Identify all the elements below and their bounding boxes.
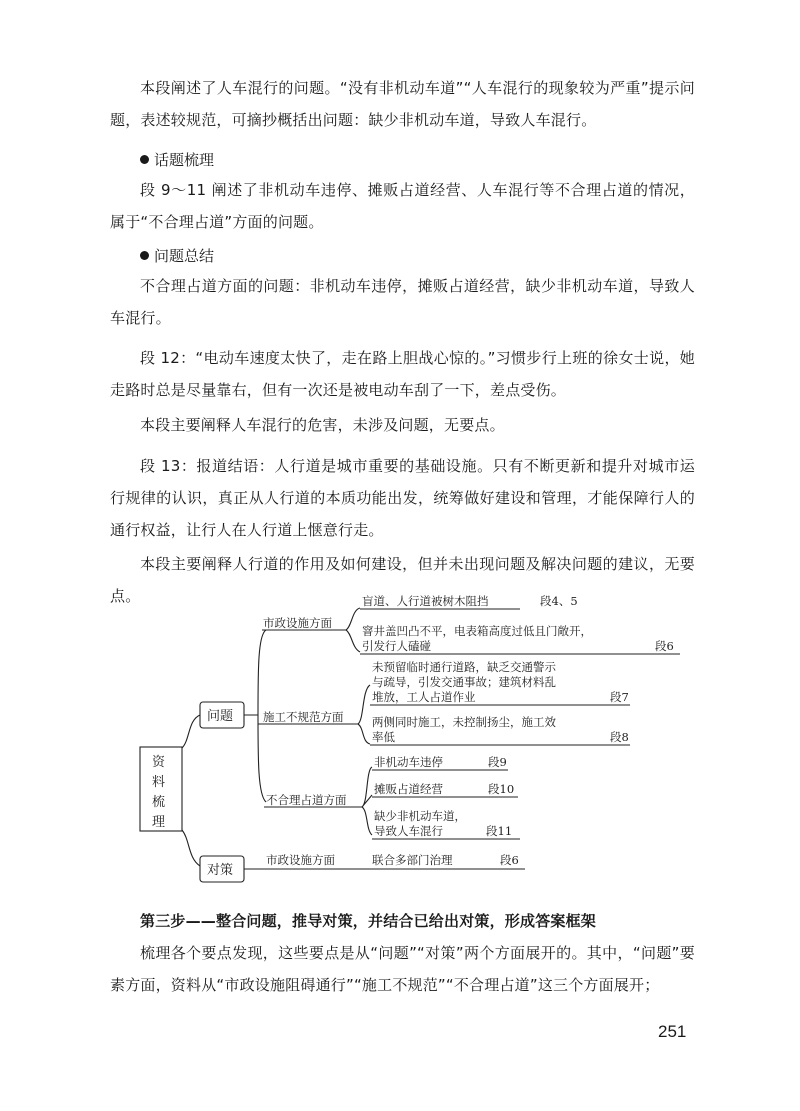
root-char-3: 梳: [152, 795, 166, 810]
item-o3-ref: 段11: [486, 824, 513, 838]
material-sorting-diagram: [0, 590, 800, 890]
item-o3-line2: 导致人车混行: [374, 824, 443, 838]
item-c1-line2: 与疏导，引发交通事故；建筑材料乱: [372, 675, 556, 689]
item-c2-ref: 段8: [610, 730, 629, 744]
paragraph-5: 本段主要阐释人车混行的危害，未涉及问题，无要点。: [140, 416, 505, 434]
category-municipal: 市政设施方面: [263, 616, 332, 630]
item-m2-line2: 引发行人磕碰: [362, 639, 431, 653]
item-m2-line1: 窨井盖凹凸不平，电表箱高度过低且门敞开，: [362, 624, 592, 638]
paragraph-3: 不合理占道方面的问题：非机动车违停，摊贩占道经营，缺少非机动车道，导致人车混行。: [110, 277, 695, 327]
bullet-topic-sorting: [140, 148, 214, 172]
bullet-dot-icon: [140, 155, 149, 164]
category-measure-municipal: 市政设施方面: [266, 853, 335, 867]
measure-label: 对策: [207, 863, 234, 878]
item-c2-line2: 率低: [372, 730, 395, 744]
municipal-brace: [346, 608, 360, 652]
bullet-topic-sorting-label: 话题梳理: [154, 151, 215, 169]
paragraph-2: 段 9～11 阐述了非机动车违停、摊贩占道经营、人车混行等不合理占道的情况，属于“不合理占道”方面的问题。: [110, 181, 695, 231]
construction-brace: [358, 685, 370, 744]
root-char-4: 理: [152, 815, 166, 830]
item-c2-line1: 两侧同时施工，未控制扬尘，施工效: [372, 715, 556, 729]
item-o2-ref: 段10: [488, 782, 515, 796]
item-m2-ref: 段6: [655, 639, 674, 653]
root-char-2: 料: [152, 775, 166, 790]
paragraph-7: 本段主要阐释人行道的作用及如何建设，但并未出现问题及解决问题的建议，无要点。: [110, 555, 695, 605]
paragraph-6: 段 13：报道结语：人行道是城市重要的基础设施。只有不断更新和提升对城市运行规律的认识，真正从人行道的本质功能出发，统筹做好建设和管理，才能保障行人的通行权益，让行人在人行道上惬意行走。: [110, 457, 695, 539]
bullet-problem-summary: [140, 244, 214, 268]
root-char-1: 资: [152, 755, 166, 770]
bullet-problem-summary-label: 问题总结: [154, 247, 215, 265]
problem-label: 问题: [207, 709, 234, 724]
root-brace: [182, 715, 200, 866]
occupy-brace: [362, 767, 372, 835]
item-o3-line1: 缺少非机动车道，: [374, 809, 466, 823]
page-number: 251: [658, 1022, 687, 1041]
item-o1: 非机动车违停: [374, 755, 443, 769]
paragraph-8: 梳理各个要点发现，这些要点是从“问题”“对策”两个方面展开的。其中，“问题”要素方面，资料从“市政设施阻碍通行”“施工不规范”“不合理占道”这三个方面展开；: [110, 944, 695, 994]
item-c1-line1: 未预留临时通行道路，缺乏交通警示: [372, 660, 556, 674]
item-c1-line3: 堆放，工人占道作业: [372, 690, 476, 704]
item-s1: 联合多部门治理: [372, 853, 453, 867]
item-m1-ref: 段4、5: [540, 594, 578, 608]
bullet-dot-icon: [140, 251, 149, 260]
item-o1-ref: 段9: [488, 755, 507, 769]
item-c1-ref: 段7: [610, 690, 629, 704]
item-s1-ref: 段6: [500, 853, 519, 867]
item-m1: 盲道、人行道被树木阻挡: [362, 594, 489, 608]
step-three-heading: 第三步——整合问题，推导对策，并结合已给出对策，形成答案框架: [140, 912, 597, 930]
paragraph-1: 本段阐述了人车混行的问题。“没有非机动车道”“人车混行的现象较为严重”提示问题，表述较规范，可摘抄概括出问题：缺少非机动车道，导致人车混行。: [110, 79, 695, 129]
paragraph-4: 段 12：“电动车速度太快了，走在路上胆战心惊的。”习惯步行上班的徐女士说，她走路时总是尽量靠右，但有一次还是被电动车刮了一下，差点受伤。: [110, 349, 695, 399]
category-occupy: 不合理占道方面: [266, 793, 347, 807]
item-o2: 摊贩占道经营: [374, 782, 443, 796]
category-construction: 施工不规范方面: [263, 710, 344, 724]
